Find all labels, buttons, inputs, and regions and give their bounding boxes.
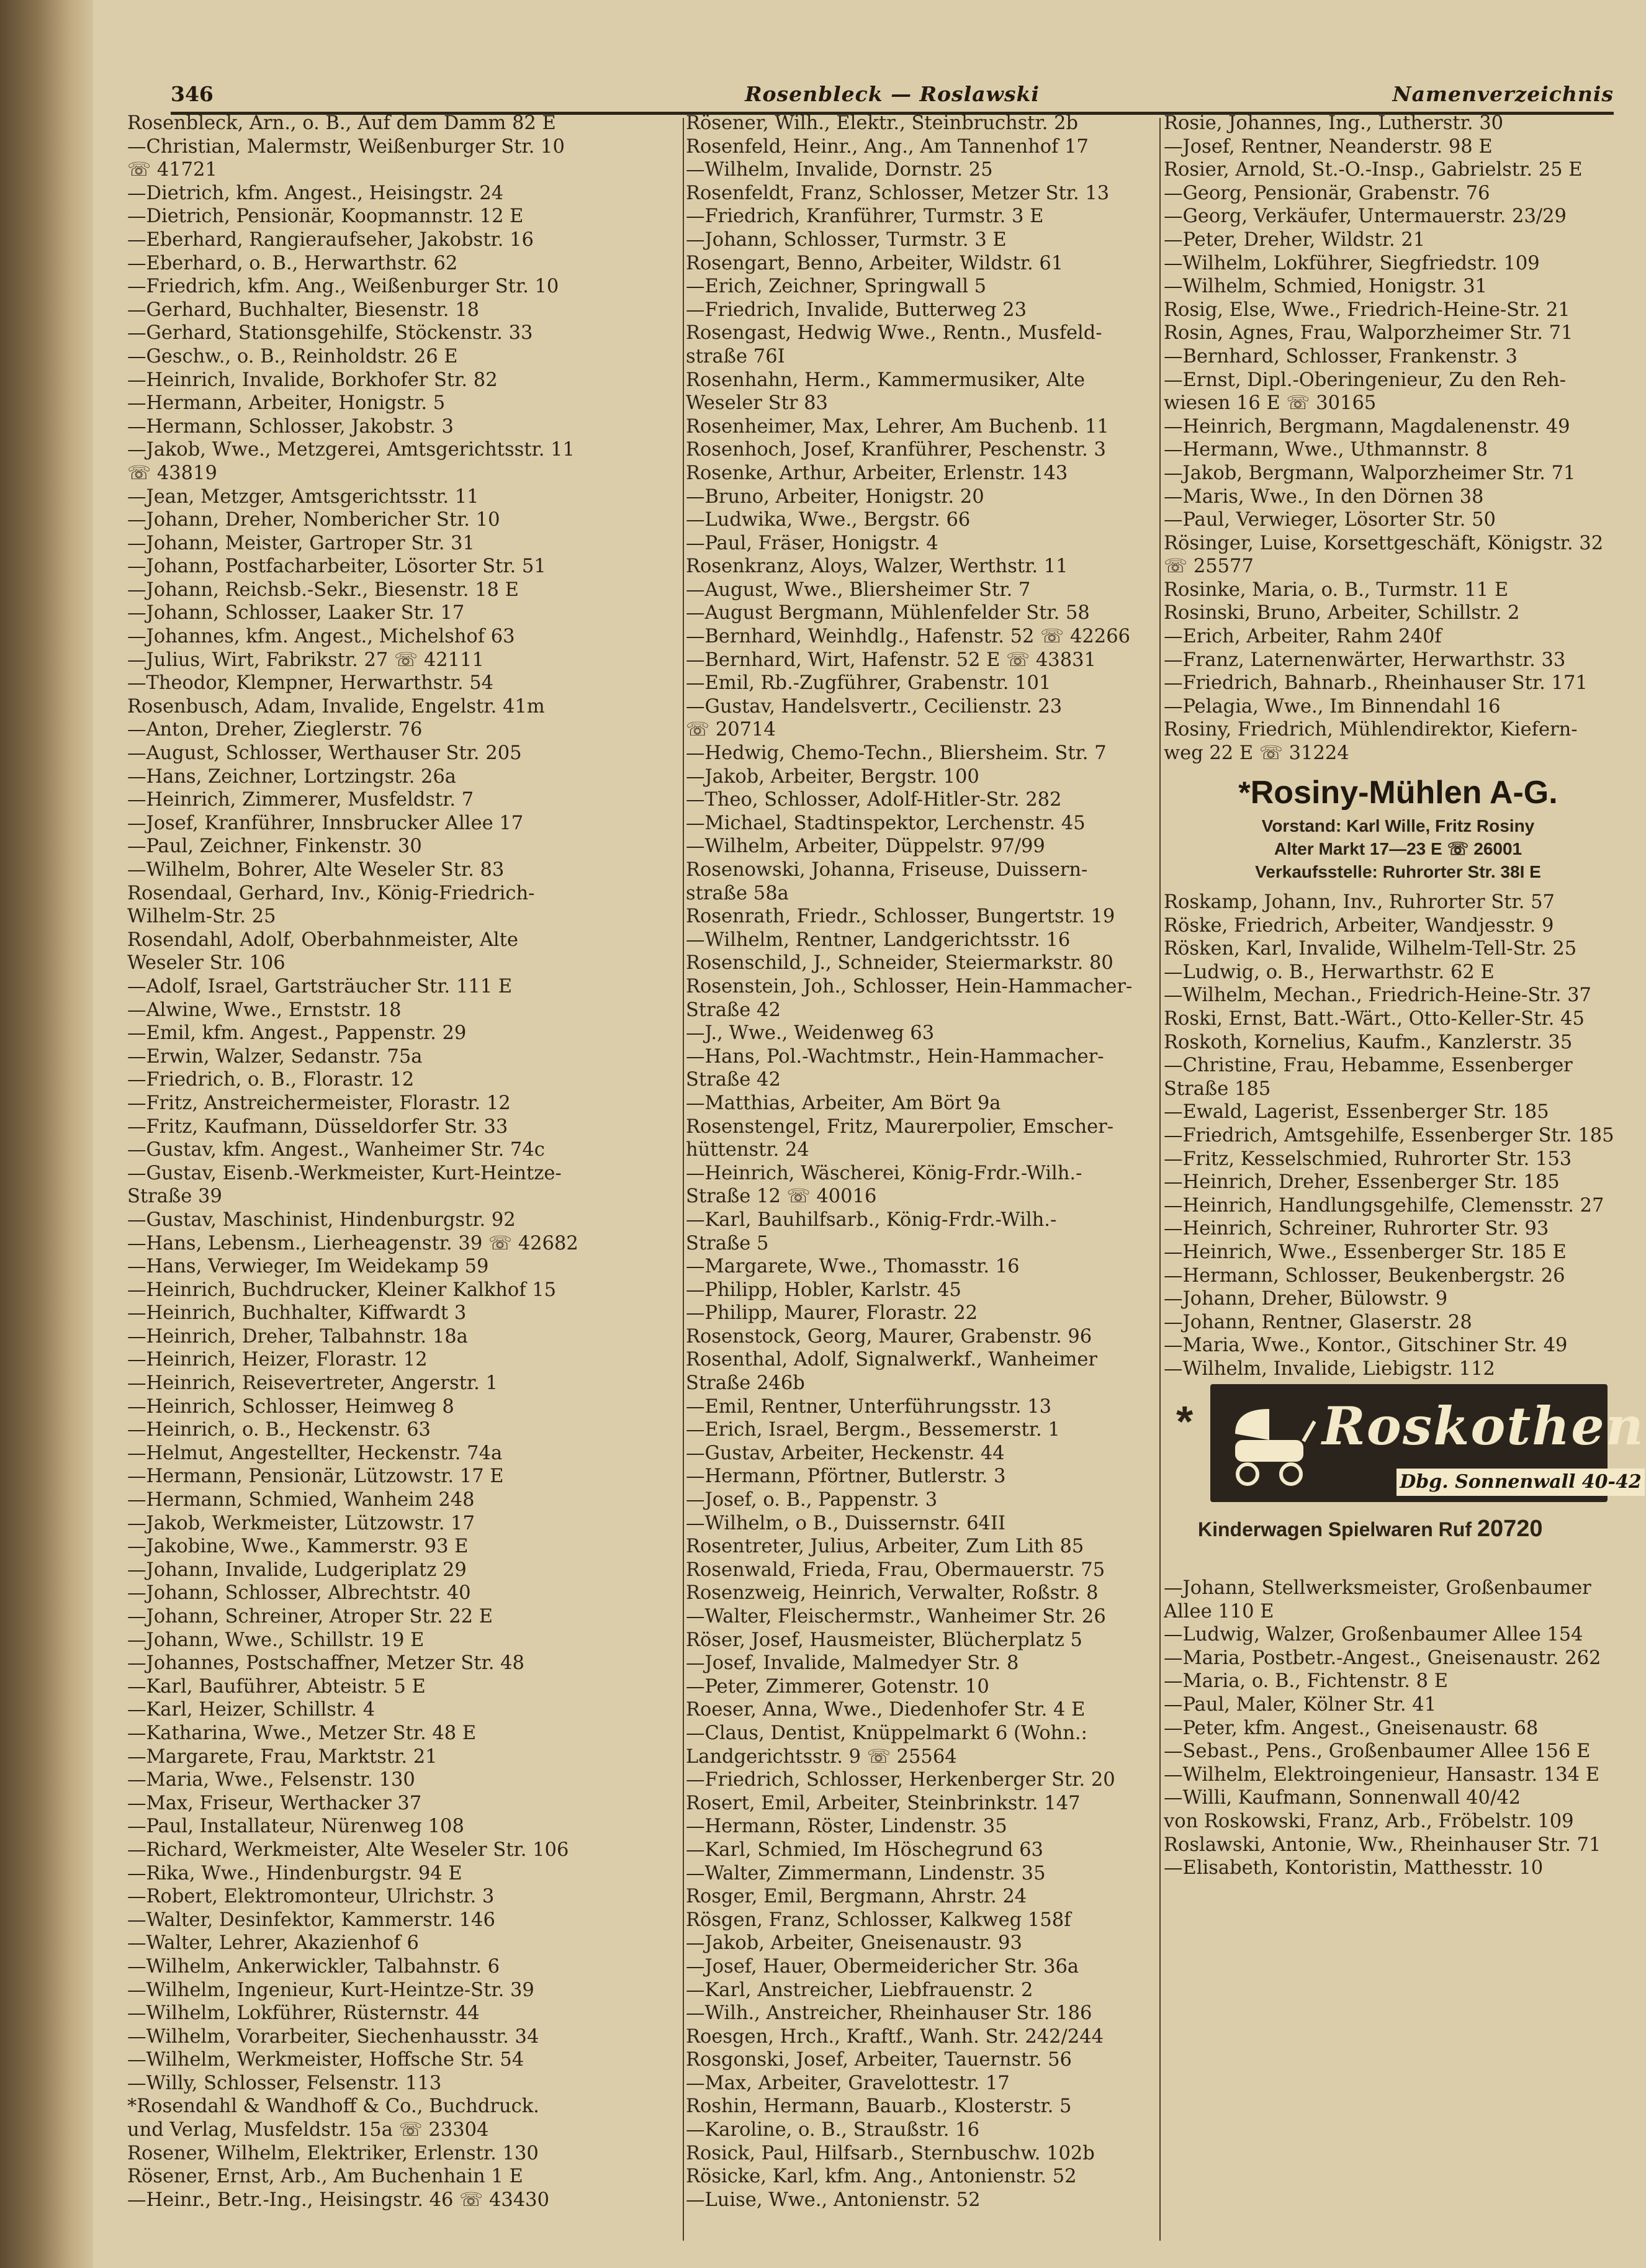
- directory-entry: —August, Schlosser, Werthauser Str. 205: [127, 742, 522, 765]
- directory-entry: —Eberhard, o. B., Herwarthstr. 62: [127, 252, 458, 274]
- directory-entry: —Willi, Kaufmann, Sonnenwall 40/42: [1164, 1787, 1521, 1809]
- directory-entry: —Heinrich, Reisevertreter, Angerstr. 1: [127, 1372, 498, 1395]
- directory-entry: —Wilhelm, Rentner, Landgerichtsstr. 16: [686, 929, 1071, 951]
- directory-entry: Rosick, Paul, Hilfsarb., Sternbuschw. 102b: [686, 2142, 1095, 2164]
- directory-entry: Straße 246b: [686, 1372, 805, 1395]
- directory-entry: —Alwine, Wwe., Ernststr. 18: [127, 999, 402, 1021]
- directory-entry: —Christine, Frau, Hebamme, Essenberger: [1164, 1055, 1573, 1077]
- directory-entry: Rösinger, Luise, Korsettgeschäft, Königstr. 32: [1164, 532, 1604, 554]
- directory-entry: —Johann, Dreher, Nombericher Str. 10: [127, 509, 500, 531]
- directory-entry: —Margarete, Frau, Marktstr. 21: [127, 1745, 438, 1768]
- directory-entry: —Franz, Laternenwärter, Herwarthstr. 33: [1164, 649, 1566, 671]
- directory-entry: —Maria, Wwe., Felsenstr. 130: [127, 1769, 415, 1791]
- directory-entry: —Hermann, Schmied, Wanheim 248: [127, 1489, 475, 1511]
- directory-entry: —Gerhard, Buchhalter, Biesenstr. 18: [127, 299, 480, 321]
- directory-entry: Roshin, Hermann, Bauarb., Klosterstr. 5: [686, 2095, 1072, 2118]
- directory-entry: —Philipp, Hobler, Karlstr. 45: [686, 1279, 961, 1301]
- directory-entry: Rosenrath, Friedr., Schlosser, Bungertstr. 19: [686, 906, 1115, 928]
- gear-star-icon: *: [1238, 775, 1251, 810]
- directory-entry: —Sebast., Pens., Großenbaumer Allee 156 E: [1164, 1740, 1591, 1763]
- directory-entry: —Wilhelm, Lokführer, Siegfriedstr. 109: [1164, 252, 1540, 274]
- directory-entry: ☏ 20714: [686, 719, 776, 741]
- directory-entry: —Robert, Elektromonteur, Ulrichstr. 3: [127, 1886, 495, 1908]
- directory-entry: —August, Wwe., Bliersheimer Str. 7: [686, 578, 1031, 601]
- directory-entry: —Karl, Schmied, Im Höschegrund 63: [686, 1838, 1043, 1861]
- directory-entry: Rosenfeldt, Franz, Schlosser, Metzer Str. 13: [686, 182, 1110, 204]
- directory-entry: —Hermann, Pensionär, Lützowstr. 17 E: [127, 1465, 504, 1488]
- directory-entry: straße 58a: [686, 882, 789, 904]
- directory-entry: —Wilhelm, Lokführer, Rüsternstr. 44: [127, 2002, 480, 2025]
- directory-entry: —Maria, Wwe., Kontor., Gitschiner Str. 49: [1164, 1334, 1568, 1357]
- directory-entry: —Karl, Bauhilfsarb., König-Frdr.-Wilh.-: [686, 1208, 1057, 1231]
- directory-entry: —Georg, Verkäufer, Untermauerstr. 23/29: [1164, 205, 1567, 228]
- directory-entry: Roeser, Anna, Wwe., Diedenhofer Str. 4 E: [686, 1699, 1086, 1721]
- directory-entry: —Paul, Zeichner, Finkenstr. 30: [127, 835, 422, 858]
- directory-entry: —Geschw., o. B., Reinholdstr. 26 E: [127, 345, 458, 367]
- directory-entry: Straße 42: [686, 999, 781, 1021]
- directory-entry: Rosinke, Maria, o. B., Turmstr. 11 E: [1164, 578, 1509, 601]
- directory-entry: —Wilhelm, Schmied, Honigstr. 31: [1164, 276, 1488, 298]
- directory-entry: —Wilhelm, Ingenieur, Kurt-Heintze-Str. 39: [127, 1979, 534, 2001]
- directory-entry: —Ludwig, Walzer, Großenbaumer Allee 154: [1164, 1624, 1583, 1646]
- directory-entry: —Elisabeth, Kontoristin, Matthesstr. 10: [1164, 1857, 1544, 1879]
- directory-entry: Rosengast, Hedwig Wwe., Rentn., Musfeld-: [686, 322, 1102, 344]
- directory-entry: Rosenkranz, Aloys, Walzer, Werthstr. 11: [686, 556, 1068, 578]
- directory-entry: —Erich, Zeichner, Springwall 5: [686, 276, 987, 298]
- directory-entry: Rosendahl, Adolf, Oberbahnmeister, Alte: [127, 929, 518, 951]
- directory-entry: —Fritz, Anstreichermeister, Florastr. 12: [127, 1092, 511, 1114]
- directory-entry: —Josef, Rentner, Neanderstr. 98 E: [1164, 135, 1493, 158]
- directory-entry: —Erwin, Walzer, Sedanstr. 75a: [127, 1045, 423, 1068]
- directory-entry: —Hans, Verwieger, Im Weidekamp 59: [127, 1256, 489, 1278]
- directory-entry: —Richard, Werkmeister, Alte Weseler Str. 106: [127, 1838, 569, 1861]
- roskothen-banner: [1210, 1384, 1645, 1502]
- directory-entry: —Hermann, Wwe., Uthmannstr. 8: [1164, 439, 1488, 461]
- directory-entry: —Michael, Stadtinspektor, Lerchenstr. 45: [686, 812, 1086, 834]
- directory-entry: —Wilhelm, Ankerwickler, Talbahnstr. 6: [127, 1955, 500, 1978]
- pram-icon: [1223, 1397, 1316, 1490]
- directory-entry: Rosin, Agnes, Frau, Walporzheimer Str. 71: [1164, 322, 1573, 344]
- book-gutter: [0, 0, 93, 2268]
- directory-entry: —Hermann, Röster, Lindenstr. 35: [686, 1816, 1007, 1838]
- directory-entry: —Friedrich, Amtsgehilfe, Essenberger Str. 185: [1164, 1124, 1614, 1146]
- directory-entry: —Jakob, Werkmeister, Lützowstr. 17: [127, 1512, 475, 1534]
- directory-entry: —Emil, Rentner, Unterführungsstr. 13: [686, 1395, 1052, 1418]
- directory-entry: —Luise, Wwe., Antonienstr. 52: [686, 2189, 981, 2211]
- directory-entry: —Jakob, Bergmann, Walporzheimer Str. 71: [1164, 462, 1576, 484]
- directory-entry: —Max, Friseur, Werthacker 37: [127, 1792, 422, 1814]
- directory-entry: —Jakob, Wwe., Metzgerei, Amtsgerichtsstr. 11: [127, 439, 575, 461]
- directory-entry: —Heinrich, Dreher, Essenberger Str. 185: [1164, 1171, 1560, 1194]
- directory-entry: Röser, Josef, Hausmeister, Blücherplatz 5: [686, 1629, 1082, 1651]
- ad-company-label: Rosiny-Mühlen A-G.: [1250, 775, 1558, 811]
- directory-entry: —Philipp, Maurer, Florastr. 22: [686, 1302, 978, 1325]
- directory-entry: Straße 185: [1164, 1078, 1271, 1100]
- directory-entry: [1164, 1380, 1635, 1381]
- directory-entry: Rosentreter, Julius, Arbeiter, Zum Lith 85: [686, 1536, 1084, 1558]
- directory-entry: —Wilhelm, o B., Duissernstr. 64II: [686, 1512, 1006, 1534]
- directory-entry: —Wilhelm, Bohrer, Alte Weseler Str. 83: [127, 859, 505, 881]
- directory-entry: Rosener, Wilhelm, Elektriker, Erlenstr. 130: [127, 2142, 539, 2164]
- directory-entry: —Heinr., Betr.-Ing., Heisingstr. 46 ☏ 43430: [127, 2189, 549, 2211]
- directory-entry: —Heinrich, Schreiner, Ruhrorter Str. 93: [1164, 1218, 1549, 1240]
- directory-entry: Rosie, Johannes, Ing., Lutherstr. 30: [1164, 112, 1504, 134]
- directory-entry: —Karl, Heizer, Schillstr. 4: [127, 1699, 376, 1721]
- directory-entry: —Karoline, o. B., Straußstr. 16: [686, 2119, 979, 2141]
- directory-entry: —Wilhelm, Mechan., Friedrich-Heine-Str. 37: [1164, 984, 1591, 1007]
- directory-entry: *Rosendahl & Wandhoff & Co., Buchdruck.: [127, 2095, 539, 2118]
- directory-entry: ☏ 41721: [127, 159, 217, 181]
- directory-entry: —Heinrich, Buchhalter, Kiffwardt 3: [127, 1302, 467, 1325]
- directory-entry: Straße 5: [686, 1232, 769, 1254]
- directory-entry: Rosenhahn, Herm., Kammermusiker, Alte: [686, 369, 1086, 391]
- directory-entry: —Heinrich, Bergmann, Magdalenenstr. 49: [1164, 415, 1570, 438]
- directory-entry: Rosenfeld, Heinr., Ang., Am Tannenhof 17: [686, 135, 1089, 158]
- directory-entry: Rosiny, Friedrich, Mühlendirektor, Kiefern-: [1164, 719, 1578, 741]
- directory-entry: —Rika, Wwe., Hindenburgstr. 94 E: [127, 1862, 462, 1884]
- directory-entry: Rosenthal, Adolf, Signalwerkf., Wanheimer: [686, 1349, 1097, 1371]
- directory-entry: —Friedrich, Kranführer, Turmstr. 3 E: [686, 205, 1044, 228]
- directory-entry: Rosgonski, Josef, Arbeiter, Tauernstr. 56: [686, 2049, 1072, 2071]
- directory-entry: —Maria, o. B., Fichtenstr. 8 E: [1164, 1670, 1449, 1693]
- directory-entry: straße 76I: [686, 345, 785, 367]
- directory-entry: —Paul, Maler, Kölner Str. 41: [1164, 1693, 1437, 1716]
- directory-entry: —Johann, Wwe., Schillstr. 19 E: [127, 1629, 425, 1651]
- directory-entry: —Peter, kfm. Angest., Gneisenaustr. 68: [1164, 1717, 1539, 1739]
- directory-entry: —Emil, kfm. Angest., Pappenstr. 29: [127, 1022, 467, 1045]
- directory-entry: —Margarete, Wwe., Thomasstr. 16: [686, 1256, 1020, 1278]
- directory-entry: —Hermann, Pförtner, Butlerstr. 3: [686, 1465, 1006, 1488]
- directory-entry: Rosenwald, Frieda, Frau, Obermauerstr. 75: [686, 1559, 1105, 1581]
- directory-entry: —Karl, Bauführer, Abteistr. 5 E: [127, 1675, 426, 1698]
- directory-entry: —Willy, Schlosser, Felsenstr. 113: [127, 2072, 442, 2094]
- directory-entry: Allee 110 E: [1164, 1600, 1274, 1622]
- directory-entry: —Johann, Invalide, Ludgeriplatz 29: [127, 1559, 467, 1581]
- directory-entry: —Matthias, Arbeiter, Am Bört 9a: [686, 1092, 1001, 1114]
- directory-entry: —Wilhelm, Invalide, Dornstr. 25: [686, 159, 993, 181]
- directory-entry: —Maris, Wwe., In den Dörnen 38: [1164, 485, 1484, 508]
- directory-entry: —Peter, Zimmerer, Gotenstr. 10: [686, 1675, 989, 1698]
- directory-entry: —Johann, Rentner, Glaserstr. 28: [1164, 1311, 1472, 1333]
- directory-entry: hüttenstr. 24: [686, 1139, 809, 1161]
- directory-entry: Straße 12 ☏ 40016: [686, 1186, 877, 1208]
- directory-entry: —Fritz, Kaufmann, Düsseldorfer Str. 33: [127, 1115, 508, 1138]
- directory-entry: Rosier, Arnold, St.-O.-Insp., Gabrielstr. 25 E: [1164, 159, 1583, 181]
- directory-entry: —Max, Arbeiter, Gravelottestr. 17: [686, 2072, 1010, 2094]
- directory-entry: —Johannes, Postschaffner, Metzer Str. 48: [127, 1652, 524, 1675]
- ad-board-line: Vorstand: Karl Wille, Fritz Rosiny: [1261, 816, 1535, 835]
- roskothen-ad: [1167, 1384, 1645, 1564]
- directory-entry: —Ludwika, Wwe., Bergstr. 66: [686, 509, 971, 531]
- directory-entry: —Christian, Malermstr, Weißenburger Str. 10: [127, 135, 565, 158]
- ad-address-line: Alter Markt 17—23 E ☏ 26001: [1274, 839, 1522, 858]
- directory-entry: Rosenstengel, Fritz, Maurerpolier, Emscher-: [686, 1115, 1114, 1138]
- directory-entry: —Heinrich, Zimmerer, Musfeldstr. 7: [127, 789, 474, 811]
- directory-entry: —Julius, Wirt, Fabrikstr. 27 ☏ 42111: [127, 649, 484, 671]
- directory-entry: —Heinrich, Invalide, Borkhofer Str. 82: [127, 369, 498, 391]
- directory-entry: —Johann, Schlosser, Albrechtstr. 40: [127, 1582, 471, 1604]
- directory-entry: —Walter, Zimmermann, Lindenstr. 35: [686, 1862, 1046, 1884]
- directory-entry: —Hermann, Schlosser, Beukenbergstr. 26: [1164, 1264, 1565, 1287]
- tagline-phone: 20720: [1477, 1516, 1543, 1542]
- directory-entry: Rosger, Emil, Bergmann, Ahrstr. 24: [686, 1886, 1027, 1908]
- directory-entry: —Wilh., Anstreicher, Rheinhauser Str. 186: [686, 2002, 1092, 2025]
- directory-column-3-top: [1164, 112, 1635, 770]
- directory-entry: von Roskowski, Franz, Arb., Fröbelstr. 109: [1164, 1810, 1574, 1832]
- directory-entry: ☏ 43819: [127, 462, 217, 484]
- directory-entry: Röske, Friedrich, Arbeiter, Wandjesstr. 9: [1164, 914, 1554, 937]
- directory-entry: —Bruno, Arbeiter, Honigstr. 20: [686, 485, 984, 508]
- directory-entry: —Heinrich, Buchdrucker, Kleiner Kalkhof 15: [127, 1279, 557, 1301]
- directory-entry: —Hans, Pol.-Wachtmstr., Hein-Hammacher-: [686, 1045, 1104, 1068]
- directory-entry: Roskamp, Johann, Inv., Ruhrorter Str. 57: [1164, 891, 1555, 913]
- roskothen-address: Dbg. Sonnenwall 40-42: [1396, 1469, 1645, 1496]
- ad-company-name: [1167, 771, 1629, 814]
- directory-entry: —Pelagia, Wwe., Im Binnendahl 16: [1164, 695, 1501, 718]
- directory-entry: —Friedrich, Invalide, Butterweg 23: [686, 299, 1027, 321]
- directory-entry: Rosig, Else, Wwe., Friedrich-Heine-Str. 21: [1164, 299, 1570, 321]
- directory-entry: —Hans, Zeichner, Lortzingstr. 26a: [127, 765, 456, 788]
- directory-column-3-bottom: [1164, 1577, 1635, 2247]
- directory-entry: —Wilhelm, Vorarbeiter, Siechenhausstr. 34: [127, 2025, 539, 2048]
- directory-entry: —Gustav, Arbeiter, Heckenstr. 44: [686, 1442, 1005, 1464]
- directory-entry: —Ludwig, o. B., Herwarthstr. 62 E: [1164, 961, 1495, 983]
- directory-entry: —Bernhard, Schlosser, Frankenstr. 3: [1164, 345, 1518, 367]
- directory-entry: —Georg, Pensionär, Grabenstr. 76: [1164, 182, 1490, 204]
- directory-entry: —Heinrich, Schlosser, Heimweg 8: [127, 1395, 454, 1418]
- directory-entry: —Maria, Postbetr.-Angest., Gneisenaustr. 262: [1164, 1647, 1601, 1669]
- directory-entry: —Josef, Kranführer, Innsbrucker Allee 17: [127, 812, 524, 834]
- directory-entry: —Heinrich, Wäscherei, König-Frdr.-Wilh.-: [686, 1162, 1082, 1184]
- directory-entry: —Emil, Rb.-Zugführer, Grabenstr. 101: [686, 672, 1051, 695]
- directory-entry: —Heinrich, o. B., Heckenstr. 63: [127, 1419, 431, 1441]
- directory-entry: —August Bergmann, Mühlenfelder Str. 58: [686, 602, 1090, 624]
- directory-entry: —Paul, Installateur, Nürenweg 108: [127, 1816, 464, 1838]
- directory-entry: —Jakobine, Wwe., Kammerstr. 93 E: [127, 1536, 469, 1558]
- directory-entry: Rösener, Wilh., Elektr., Steinbruchstr. 2b: [686, 112, 1079, 134]
- directory-entry: Rosendaal, Gerhard, Inv., König-Friedrich-: [127, 882, 535, 904]
- directory-entry: —Gustav, kfm. Angest., Wanheimer Str. 74c: [127, 1139, 545, 1161]
- directory-entry: —Friedrich, Schlosser, Herkenberger Str. 20: [686, 1769, 1115, 1791]
- directory-entry: —Hedwig, Chemo-Techn., Bliersheim. Str. 7: [686, 742, 1107, 765]
- directory-entry: —Ewald, Lagerist, Essenberger Str. 185: [1164, 1101, 1549, 1123]
- directory-entry: Rosenbusch, Adam, Invalide, Engelstr. 41m: [127, 695, 545, 718]
- directory-entry: —Heinrich, Heizer, Florastr. 12: [127, 1349, 428, 1371]
- directory-column-3-middle: [1164, 891, 1635, 1381]
- directory-entry: —Johann, Schlosser, Laaker Str. 17: [127, 602, 465, 624]
- directory-entry: —Gustav, Eisenb.-Werkmeister, Kurt-Heintze-: [127, 1162, 562, 1184]
- directory-entry: —Anton, Dreher, Zieglerstr. 76: [127, 719, 423, 741]
- directory-entry: —Wilhelm, Elektroingenieur, Hansastr. 134 E: [1164, 1763, 1599, 1786]
- directory-entry: —Bernhard, Wirt, Hafenstr. 52 E ☏ 43831: [686, 649, 1096, 671]
- directory-entry: —Gustav, Handelsvertr., Cecilienstr. 23: [686, 695, 1063, 718]
- directory-entry: —Helmut, Angestellter, Heckenstr. 74a: [127, 1442, 503, 1464]
- directory-entry: —Dietrich, Pensionär, Koopmannstr. 12 E: [127, 205, 524, 228]
- directory-entry: —Friedrich, Bahnarb., Rheinhauser Str. 171: [1164, 672, 1588, 695]
- directory-entry: —Claus, Dentist, Knüppelmarkt 6 (Wohn.:: [686, 1722, 1087, 1744]
- directory-entry: —Johann, Meister, Gartroper Str. 31: [127, 532, 475, 554]
- directory-entry: —Heinrich, Handlungsgehilfe, Clemensstr. 27: [1164, 1194, 1604, 1217]
- directory-entry: Rosinski, Bruno, Arbeiter, Schillstr. 2: [1164, 602, 1520, 624]
- roskothen-tagline: [1198, 1516, 1543, 1542]
- directory-entry: Rösken, Karl, Invalide, Wilhelm-Tell-Str. 25: [1164, 938, 1577, 960]
- ad-sales-line: Verkaufsstelle: Ruhrorter Str. 38I E: [1255, 862, 1541, 881]
- directory-entry: —Peter, Dreher, Wildstr. 21: [1164, 228, 1426, 251]
- directory-entry: —Gustav, Maschinist, Hindenburgstr. 92: [127, 1208, 516, 1231]
- tagline-text: Kinderwagen Spielwaren Ruf: [1198, 1518, 1472, 1541]
- directory-entry: Roski, Ernst, Batt.-Wärt., Otto-Keller-Str. 45: [1164, 1007, 1585, 1030]
- directory-entry: Rösgen, Franz, Schlosser, Kalkweg 158f: [686, 1909, 1071, 1931]
- roskothen-logo-text: Roskothen: [1322, 1395, 1645, 1457]
- directory-entry: Rösener, Ernst, Arb., Am Buchenhain 1 E: [127, 2166, 523, 2188]
- directory-entry: wiesen 16 E ☏ 30165: [1164, 392, 1377, 415]
- directory-column-2: [686, 112, 1161, 2247]
- page-number: 346: [171, 82, 214, 106]
- directory-entry: —Friedrich, o. B., Florastr. 12: [127, 1069, 415, 1091]
- running-title: Rosenbleck — Roslawski: [745, 82, 1040, 106]
- directory-entry: —Johannes, kfm. Angest., Michelshof 63: [127, 626, 515, 648]
- directory-entry: —Walter, Fleischermstr., Wanheimer Str. 26: [686, 1606, 1106, 1627]
- directory-entry: Rosenheimer, Max, Lehrer, Am Buchenb. 11: [686, 415, 1109, 438]
- directory-entry: Rosenke, Arthur, Arbeiter, Erlenstr. 143: [686, 462, 1068, 484]
- directory-entry: —Theodor, Klempner, Herwarthstr. 54: [127, 672, 494, 695]
- directory-entry: —Adolf, Israel, Gartsträucher Str. 111 E: [127, 975, 513, 997]
- directory-entry: und Verlag, Musfeldstr. 15a ☏ 23304: [127, 2119, 489, 2141]
- directory-entry: —Hermann, Arbeiter, Honigstr. 5: [127, 392, 446, 415]
- directory-entry: Rosenbleck, Arn., o. B., Auf dem Damm 82 E: [127, 112, 556, 134]
- directory-entry: Roskoth, Kornelius, Kaufm., Kanzlerstr. 35: [1164, 1031, 1573, 1053]
- directory-entry: —Johann, Reichsb.-Sekr., Biesenstr. 18 E: [127, 578, 519, 601]
- directory-page: [93, 0, 1646, 2268]
- directory-entry: —Wilhelm, Werkmeister, Hoffsche Str. 54: [127, 2049, 524, 2071]
- directory-entry: —Heinrich, Dreher, Talbahnstr. 18a: [127, 1325, 468, 1348]
- directory-entry: —Hermann, Schlosser, Jakobstr. 3: [127, 415, 454, 438]
- directory-entry: —Bernhard, Weinhdlg., Hafenstr. 52 ☏ 42266: [686, 626, 1131, 648]
- directory-entry: —Wilhelm, Arbeiter, Düppelstr. 97/99: [686, 835, 1045, 858]
- directory-entry: —Katharina, Wwe., Metzer Str. 48 E: [127, 1722, 477, 1744]
- directory-entry: Wilhelm-Str. 25: [127, 906, 276, 928]
- directory-entry: —Johann, Postfacharbeiter, Lösorter Str. 51: [127, 556, 546, 578]
- directory-entry: —Fritz, Kesselschmied, Ruhrorter Str. 153: [1164, 1148, 1572, 1170]
- directory-entry: Rosenstein, Joh., Schlosser, Hein-Hammacher-: [686, 975, 1133, 997]
- directory-entry: —Eberhard, Rangieraufseher, Jakobstr. 16: [127, 228, 534, 251]
- directory-entry: —Wilhelm, Invalide, Liebigstr. 112: [1164, 1357, 1495, 1380]
- directory-entry: —Dietrich, kfm. Angest., Heisingstr. 24: [127, 182, 504, 204]
- directory-entry: —Josef, Invalide, Malmedyer Str. 8: [686, 1652, 1019, 1675]
- directory-entry: —Walter, Desinfektor, Kammerstr. 146: [127, 1909, 495, 1931]
- column-divider: [683, 118, 684, 2241]
- directory-entry: —Jakob, Arbeiter, Bergstr. 100: [686, 765, 979, 788]
- directory-entry: Rosenstock, Georg, Maurer, Grabenstr. 96: [686, 1325, 1092, 1348]
- directory-entry: Roslawski, Antonie, Ww., Rheinhauser Str. 71: [1164, 1834, 1601, 1856]
- directory-entry: Weseler Str. 106: [127, 952, 286, 974]
- directory-entry: Weseler Str 83: [686, 392, 828, 415]
- directory-entry: —Paul, Fräser, Honigstr. 4: [686, 532, 938, 554]
- directory-entry: —Jean, Metzger, Amtsgerichtsstr. 11: [127, 485, 479, 508]
- section-title: Namenverzeichnis: [1392, 82, 1614, 106]
- ad-star: *: [1176, 1397, 1194, 1446]
- directory-entry: ☏ 25577: [1164, 556, 1254, 578]
- directory-entry: Rösicke, Karl, kfm. Ang., Antonienstr. 52: [686, 2166, 1077, 2188]
- directory-entry: —Jakob, Arbeiter, Gneisenaustr. 93: [686, 1932, 1022, 1955]
- directory-entry: —Erich, Israel, Bergm., Bessemerstr. 1: [686, 1419, 1060, 1441]
- directory-entry: Rosenhoch, Josef, Kranführer, Peschenstr. 3: [686, 439, 1106, 461]
- directory-entry: —Hans, Lebensm., Lierheagenstr. 39 ☏ 42682: [127, 1232, 578, 1254]
- directory-entry: —Johann, Schlosser, Turmstr. 3 E: [686, 228, 1007, 251]
- directory-entry: —Gerhard, Stationsgehilfe, Stöckenstr. 33: [127, 322, 533, 344]
- directory-entry: —Walter, Lehrer, Akazienhof 6: [127, 1932, 419, 1955]
- directory-entry: —Johann, Dreher, Bülowstr. 9: [1164, 1288, 1448, 1310]
- directory-entry: —Josef, o. B., Pappenstr. 3: [686, 1489, 938, 1511]
- directory-entry: —Karl, Anstreicher, Liebfrauenstr. 2: [686, 1979, 1033, 2001]
- directory-entry: Roesgen, Hrch., Kraftf., Wanh. Str. 242/244: [686, 2025, 1104, 2048]
- rosiny-muehlen-ad: [1167, 771, 1629, 895]
- directory-entry: —Erich, Arbeiter, Rahm 240f: [1164, 626, 1442, 648]
- directory-entry: —Paul, Verwieger, Lösorter Str. 50: [1164, 509, 1496, 531]
- directory-entry: Landgerichtsstr. 9 ☏ 25564: [686, 1745, 957, 1768]
- directory-entry: —Josef, Hauer, Obermeidericher Str. 36a: [686, 1955, 1079, 1978]
- directory-entry: —Heinrich, Wwe., Essenberger Str. 185 E: [1164, 1241, 1567, 1263]
- directory-entry: Straße 42: [686, 1069, 781, 1091]
- directory-entry: —Johann, Stellwerksmeister, Großenbaumer: [1164, 1577, 1591, 1599]
- directory-entry: —Ernst, Dipl.-Oberingenieur, Zu den Reh-: [1164, 369, 1567, 391]
- directory-entry: Rosengart, Benno, Arbeiter, Wildstr. 61: [686, 252, 1064, 274]
- directory-entry: weg 22 E ☏ 31224: [1164, 742, 1349, 765]
- directory-entry: Rosenowski, Johanna, Friseuse, Duissern-: [686, 859, 1088, 881]
- directory-entry: Straße 39: [127, 1186, 222, 1208]
- directory-entry: —J., Wwe., Weidenweg 63: [686, 1022, 935, 1045]
- directory-entry: —Johann, Schreiner, Atroper Str. 22 E: [127, 1606, 493, 1627]
- directory-entry: —Theo, Schlosser, Adolf-Hitler-Str. 282: [686, 789, 1062, 811]
- directory-entry: Rosenzweig, Heinrich, Verwalter, Roßstr. 8: [686, 1582, 1099, 1604]
- directory-entry: —Friedrich, kfm. Ang., Weißenburger Str. 10: [127, 276, 559, 298]
- directory-column-1: [127, 112, 680, 2247]
- directory-entry: Rosert, Emil, Arbeiter, Steinbrinkstr. 147: [686, 1792, 1081, 1814]
- directory-entry: Rosenschild, J., Schneider, Steiermarkstr. 80: [686, 952, 1113, 974]
